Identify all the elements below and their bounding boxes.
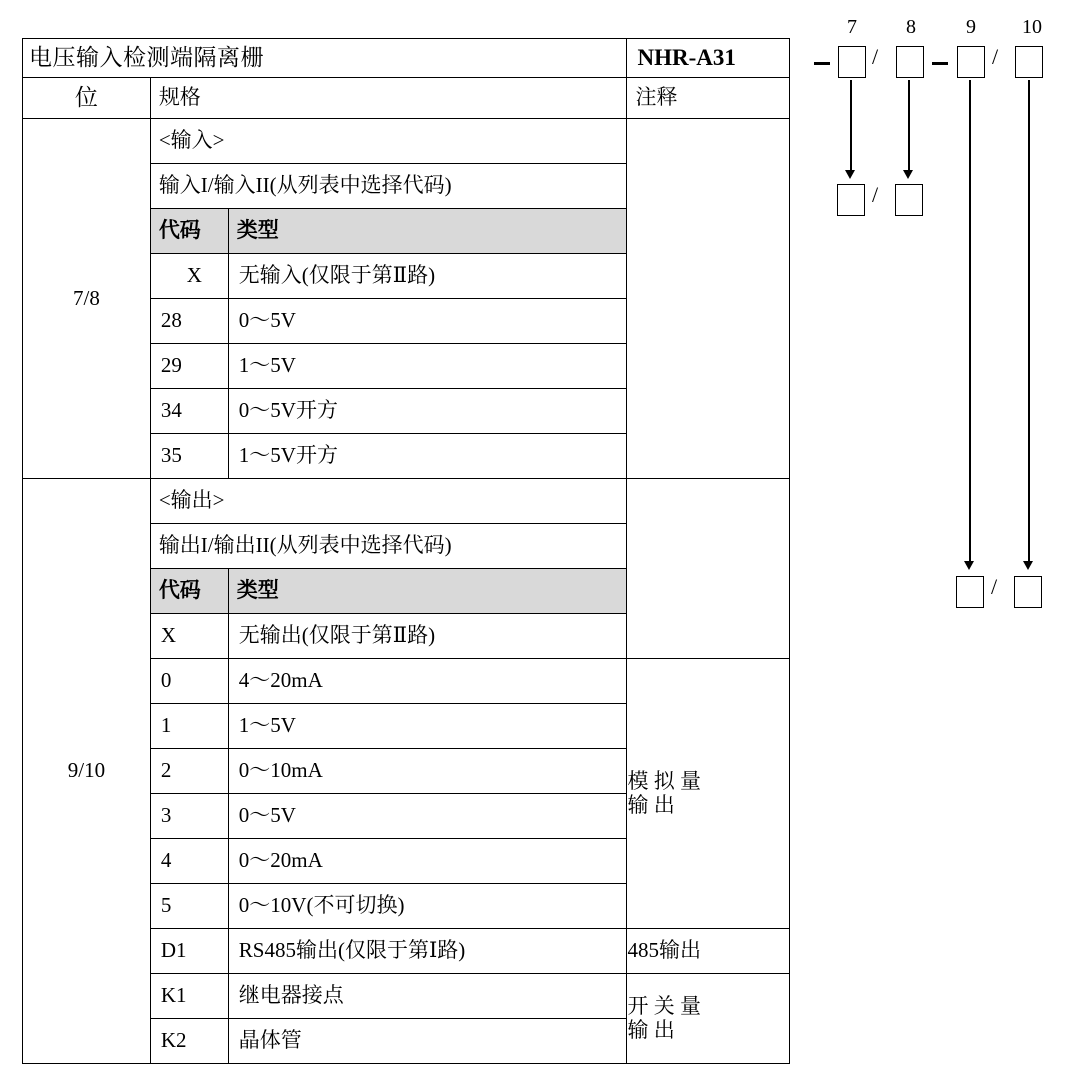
output-subheading: 输出I/输出II(从列表中选择代码) [158, 532, 452, 557]
output-type-cell [228, 929, 627, 974]
input-position-cell: 7/8 [23, 119, 151, 479]
input-heading-cell [150, 119, 627, 164]
input-code-header-cell [150, 209, 228, 254]
code-separator-2: / [992, 44, 999, 69]
input-type-cell [228, 299, 627, 344]
output-type: RS485输出(仅限于第Ⅰ路) [238, 938, 466, 963]
specification-table [22, 38, 790, 1064]
output-code: X [160, 623, 176, 648]
input-code-cell [150, 389, 228, 434]
output-code-cell [150, 839, 228, 884]
output-code-header-cell [150, 569, 228, 614]
input-code-cell [150, 344, 228, 389]
output-code: 0 [160, 668, 172, 693]
input-note-cell [627, 119, 790, 479]
code-box-10 [1015, 46, 1043, 78]
output-type-header: 类型 [236, 577, 279, 602]
input-subheading: 输入I/输入II(从列表中选择代码) [158, 172, 452, 197]
model-number: NHR-A31 [637, 45, 736, 71]
table-title-row [23, 39, 790, 78]
output-type-cell [228, 884, 627, 929]
arrow-head-7 [845, 170, 855, 179]
output-type: 晶体管 [238, 1028, 302, 1053]
output-code: K2 [160, 1028, 187, 1053]
output-code-cell [150, 1019, 228, 1064]
document-title-cell [23, 39, 627, 78]
output-code: 5 [160, 893, 172, 918]
switch-output-note-cell [627, 974, 790, 1064]
output-type: 4～20mA [238, 668, 323, 693]
document-title: 电压输入检测端隔离栅 [29, 45, 264, 71]
output-type-cell [228, 974, 627, 1019]
input-type: 0～5V开方 [238, 398, 338, 423]
input-code: 34 [160, 398, 182, 423]
arrow-head-10 [1023, 561, 1033, 570]
input-type-cell [228, 254, 627, 299]
output-type: 0～20mA [238, 848, 323, 873]
input-code-cell [150, 299, 228, 344]
input-code-cell [150, 254, 228, 299]
table-header-row [23, 78, 790, 119]
analog-output-note-cell [627, 659, 790, 929]
arrow-head-8 [903, 170, 913, 179]
output-code-cell [150, 704, 228, 749]
output-pair-separator: / [991, 574, 998, 599]
output-section-heading-row [23, 479, 790, 524]
input-code-header: 代码 [158, 217, 201, 242]
input-type: 1～5V开方 [238, 443, 338, 468]
input-code: 29 [160, 353, 182, 378]
output-code: 4 [160, 848, 172, 873]
output-type-header-cell [228, 569, 627, 614]
code-box-8 [896, 46, 924, 78]
output-type: 1～5V [238, 713, 296, 738]
output-code-cell [150, 659, 228, 704]
digit-label-10: 10 [1022, 16, 1042, 38]
header-position: 位 [23, 78, 151, 119]
output-code-box-II [1014, 576, 1042, 608]
input-code-cell [150, 434, 228, 479]
input-type: 无输入(仅限于第Ⅱ路) [238, 263, 436, 288]
input-type-cell [228, 344, 627, 389]
input-code: 28 [160, 308, 182, 333]
arrow-line-10 [1028, 80, 1030, 563]
output-code-cell [150, 614, 228, 659]
output-code-cell [150, 794, 228, 839]
output-type-cell [228, 839, 627, 884]
output-type-cell [228, 794, 627, 839]
output-code-cell [150, 974, 228, 1019]
code-dash-middle [932, 62, 948, 65]
input-code-box-II [895, 184, 923, 216]
output-code: K1 [160, 983, 187, 1008]
output-code: 3 [160, 803, 172, 828]
input-type: 1～5V [238, 353, 296, 378]
input-type-cell [228, 389, 627, 434]
output-code: D1 [160, 938, 187, 963]
analog-output-note-line2: 输 出 [627, 792, 675, 817]
output-code-cell [150, 749, 228, 794]
input-type: 0～5V [238, 308, 296, 333]
input-pair-separator: / [872, 182, 879, 207]
output-heading-cell [150, 479, 627, 524]
input-code: X [186, 263, 202, 288]
input-type-cell [228, 434, 627, 479]
code-dash-left [814, 62, 830, 65]
output-code-header: 代码 [158, 577, 201, 602]
output-code-box-I [956, 576, 984, 608]
output-type-cell [228, 1019, 627, 1064]
input-code-box-I [837, 184, 865, 216]
arrow-head-9 [964, 561, 974, 570]
output-type: 0～10V(不可切换) [238, 893, 405, 918]
output-type-cell [228, 659, 627, 704]
digit-label-8: 8 [906, 16, 916, 38]
output-code: 1 [160, 713, 172, 738]
output-heading: <输出> [158, 487, 225, 512]
header-note: 注释 [635, 85, 678, 110]
arrow-line-8 [908, 80, 910, 172]
header-spec-cell [150, 78, 627, 119]
input-heading: <输入> [158, 127, 225, 152]
code-box-7 [838, 46, 866, 78]
code-box-9 [957, 46, 985, 78]
output-type: 无输出(仅限于第Ⅱ路) [238, 623, 436, 648]
header-spec: 规格 [158, 85, 201, 110]
switch-output-note-line1: 开 关 量 [627, 994, 701, 1019]
output-note-blank-cell [627, 479, 790, 659]
output-type: 0～10mA [238, 758, 323, 783]
output-type: 0～5V [238, 803, 296, 828]
input-section-heading-row [23, 119, 790, 164]
output-type: 继电器接点 [238, 983, 344, 1008]
arrow-line-7 [850, 80, 852, 172]
output-type-cell [228, 614, 627, 659]
output-type-cell [228, 749, 627, 794]
input-code: 35 [160, 443, 182, 468]
input-type-header-cell [228, 209, 627, 254]
input-type-header: 类型 [236, 217, 279, 242]
rs485-output-note-cell: 485输出 [627, 929, 790, 974]
output-code-cell [150, 884, 228, 929]
model-cell [627, 39, 790, 78]
digit-label-7: 7 [847, 16, 857, 38]
output-code: 2 [160, 758, 172, 783]
output-subheading-cell [150, 524, 627, 569]
analog-output-note-line1: 模 拟 量 [627, 769, 701, 794]
output-code-cell [150, 929, 228, 974]
input-subheading-cell [150, 164, 627, 209]
model-code-diagram [800, 0, 1068, 680]
arrow-line-9 [969, 80, 971, 563]
header-note-cell [627, 78, 790, 119]
output-type-cell [228, 704, 627, 749]
code-separator-1: / [872, 44, 879, 69]
switch-output-note-line2: 输 出 [627, 1017, 675, 1042]
output-position-cell: 9/10 [23, 479, 151, 1064]
digit-label-9: 9 [966, 16, 976, 38]
